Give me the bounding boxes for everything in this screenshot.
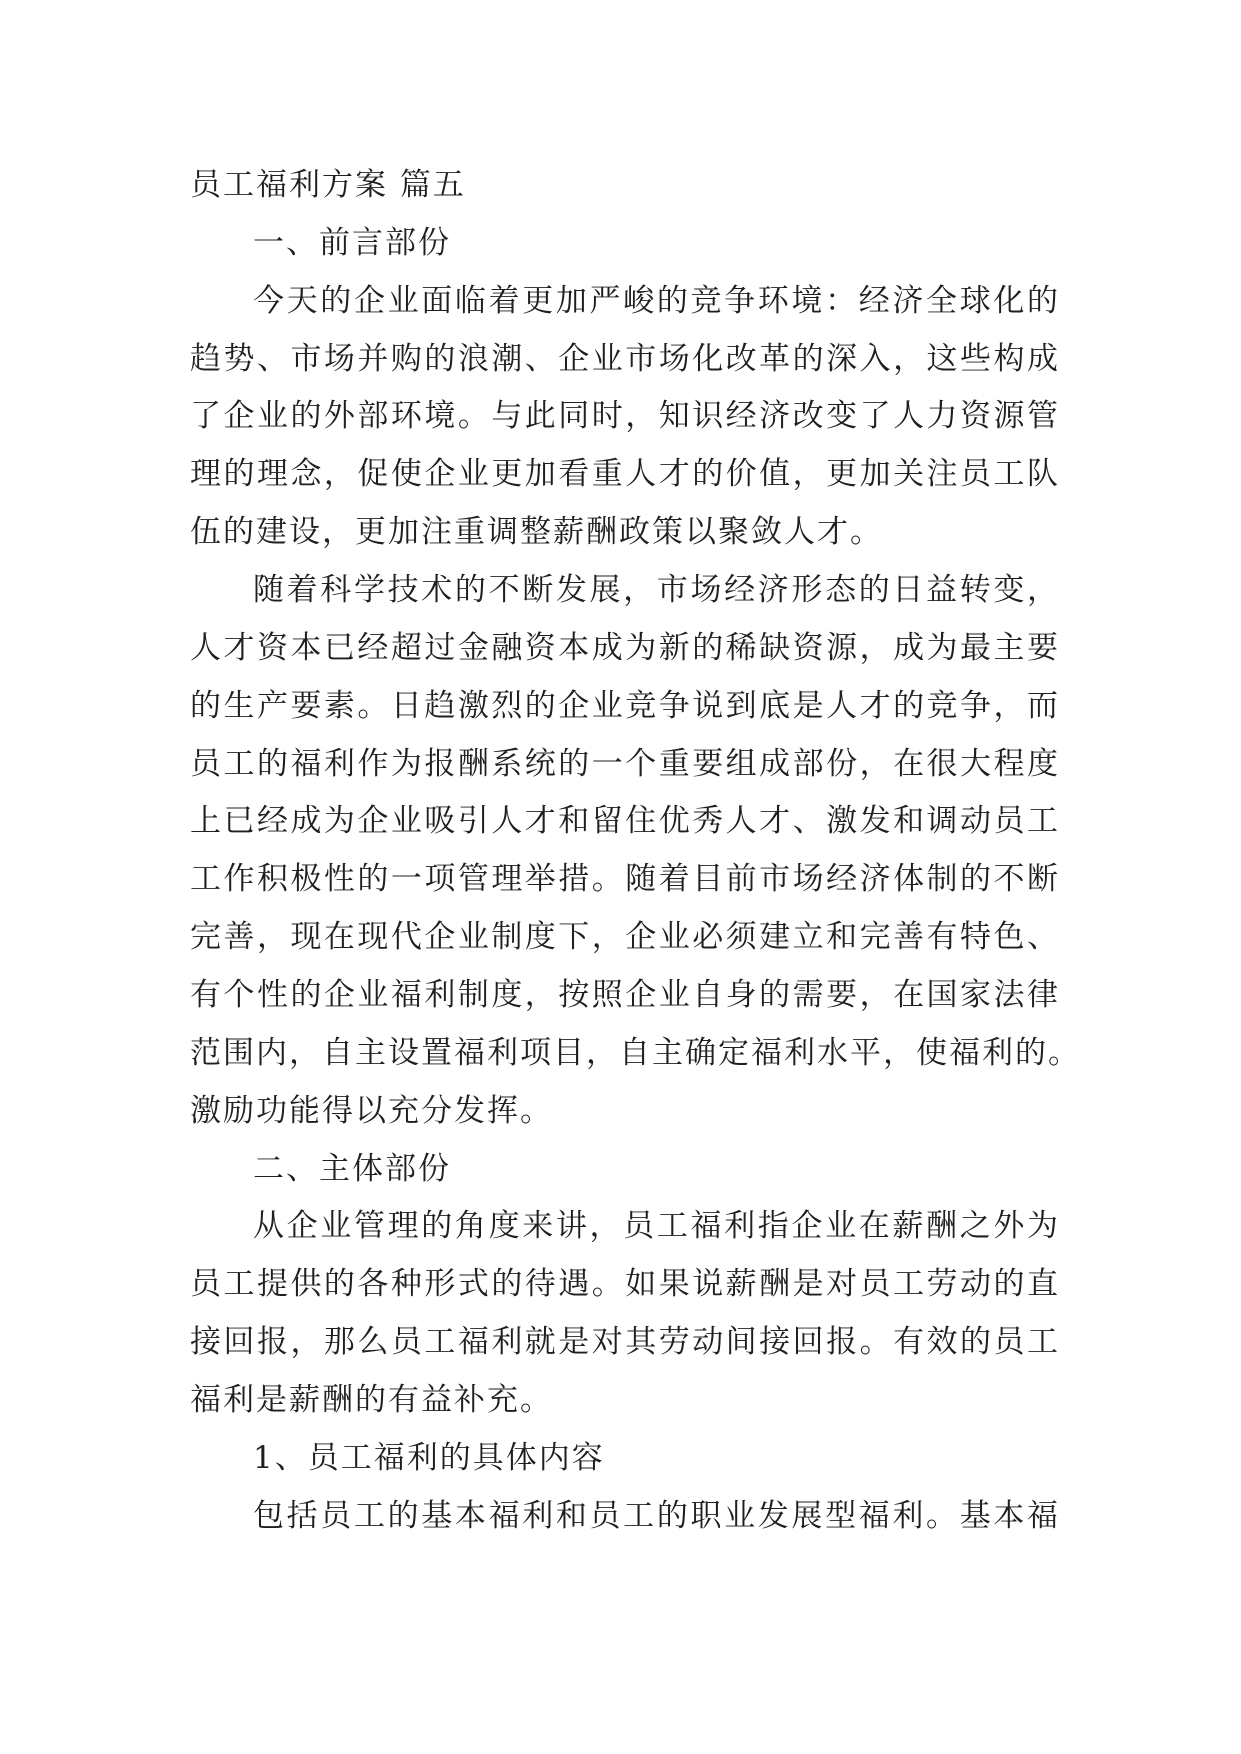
paragraph-line: 随着科学技术的不断发展，市场经济形态的日益转变， xyxy=(253,572,1060,608)
paragraph-line: 包括员工的基本福利和员工的职业发展型福利。基本福 xyxy=(253,1498,1060,1534)
paragraph-line: 接回报，那么员工福利就是对其劳动间接回报。有效的员工 xyxy=(190,1324,1060,1360)
paragraph-line: 的生产要素。日趋激烈的企业竞争说到底是人才的竞争，而 xyxy=(190,688,1060,724)
paragraph-line: 完善，现在现代企业制度下，企业必须建立和完善有特色、 xyxy=(190,919,1060,955)
paragraph-line: 人才资本已经超过金融资本成为新的稀缺资源，成为最主要 xyxy=(190,630,1060,666)
paragraph-line: 趋势、市场并购的浪潮、企业市场化改革的深入，这些构成 xyxy=(190,341,1060,377)
document-title: 员工福利方案 篇五 xyxy=(190,167,466,203)
paragraph-line: 今天的企业面临着更加严峻的竞争环境：经济全球化的 xyxy=(253,283,1060,319)
paragraph-line: 了企业的外部环境。与此同时，知识经济改变了人力资源管 xyxy=(190,398,1060,434)
paragraph-line: 有个性的企业福利制度，按照企业自身的需要，在国家法律 xyxy=(190,977,1060,1013)
paragraph-line: 员工的福利作为报酬系统的一个重要组成部份，在很大程度 xyxy=(190,746,1060,782)
paragraph-line: 范围内，自主设置福利项目，自主确定福利水平，使福利的。 xyxy=(190,1035,1081,1071)
section-heading-preface: 一、前言部份 xyxy=(253,225,451,261)
paragraph-line: 福利是薪酬的有益补充。 xyxy=(190,1382,553,1418)
paragraph-line: 上已经成为企业吸引人才和留住优秀人才、激发和调动员工 xyxy=(190,803,1060,839)
paragraph-line: 员工提供的各种形式的待遇。如果说薪酬是对员工劳动的直 xyxy=(190,1266,1060,1302)
paragraph-line: 理的理念，促使企业更加看重人才的价值，更加关注员工队 xyxy=(190,456,1060,492)
paragraph-line: 伍的建设，更加注重调整薪酬政策以聚敛人才。 xyxy=(190,514,883,550)
paragraph-line: 从企业管理的角度来讲，员工福利指企业在薪酬之外为 xyxy=(253,1208,1060,1244)
section-heading-main: 二、主体部份 xyxy=(253,1151,451,1187)
paragraph-line: 激励功能得以充分发挥。 xyxy=(190,1093,553,1129)
subsection-heading: 1、员工福利的具体内容 xyxy=(253,1440,605,1476)
paragraph-line: 工作积极性的一项管理举措。随着目前市场经济体制的不断 xyxy=(190,861,1060,897)
